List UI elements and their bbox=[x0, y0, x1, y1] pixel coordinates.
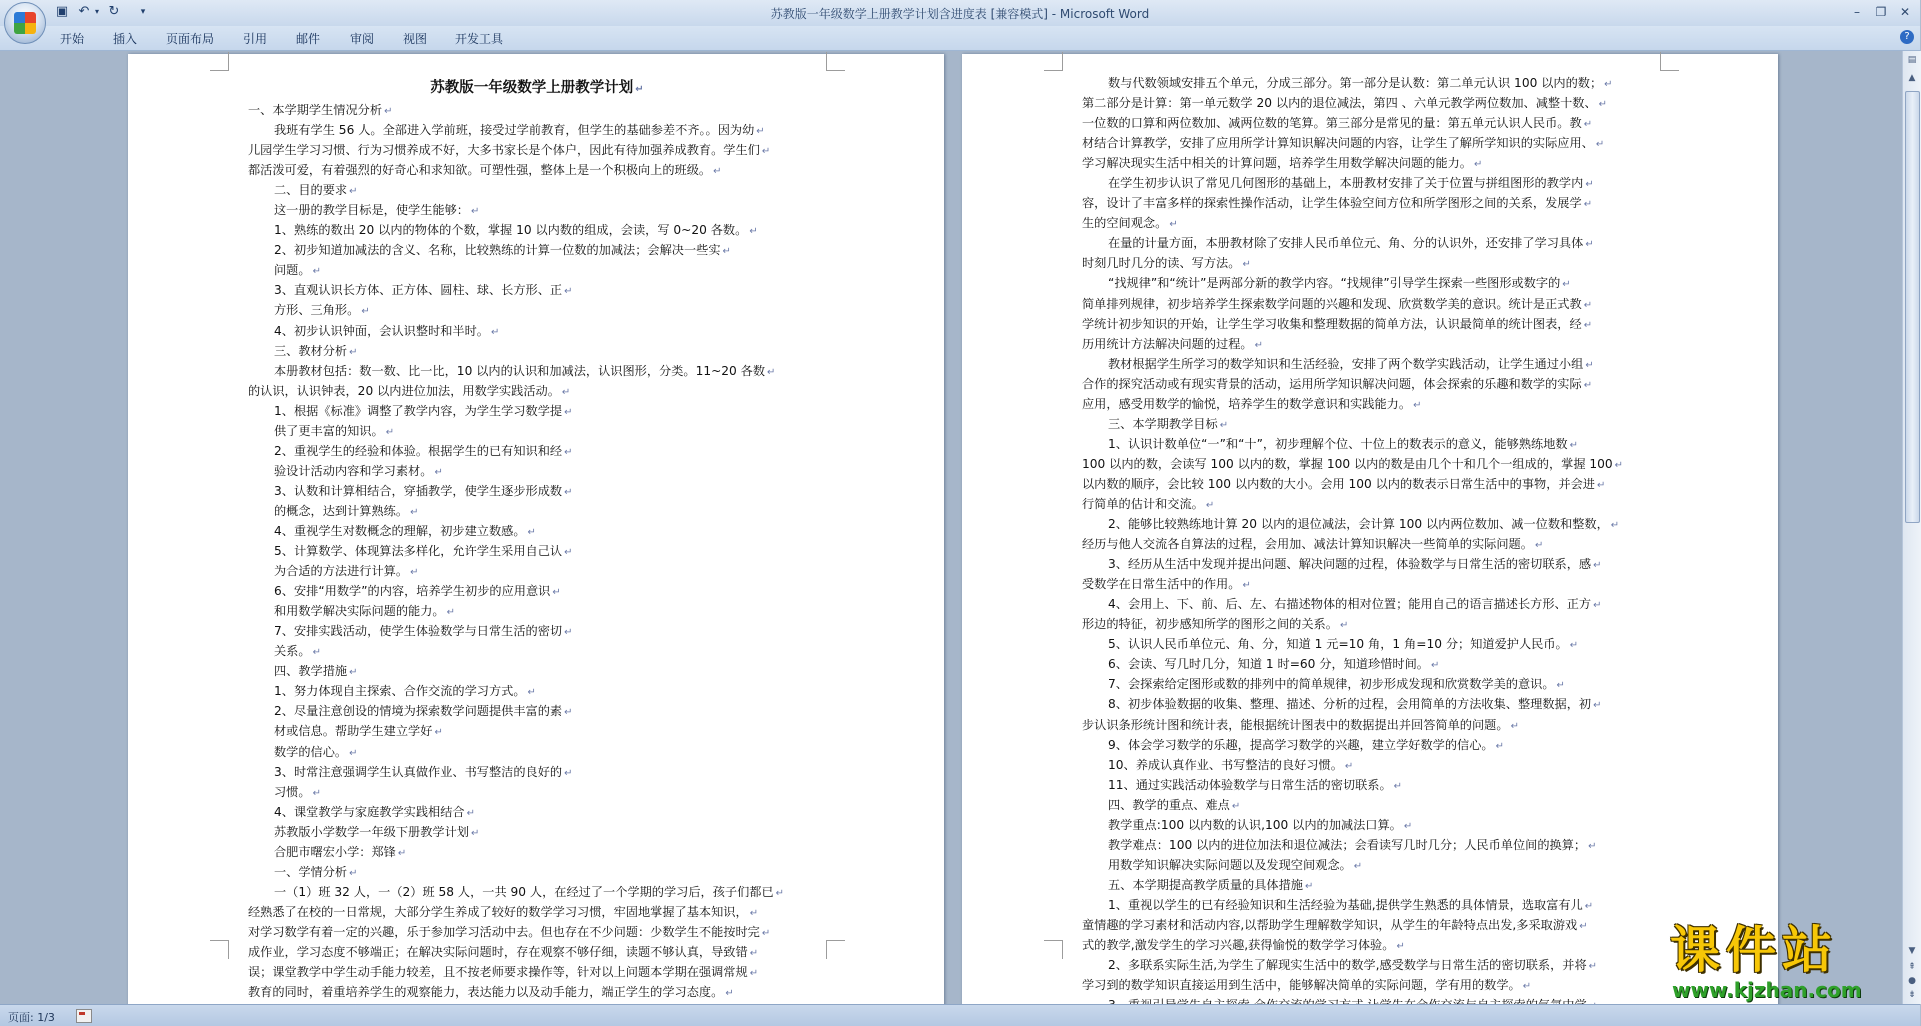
paragraph-line[interactable]: 误；课堂教学中学生动手能力较差，且不按老师要求操作等，针对以上问题本学期在强调常规 ↵ bbox=[248, 965, 759, 980]
paragraph-mark-icon: ↵ bbox=[564, 286, 573, 298]
paragraph-mark-icon: ↵ bbox=[564, 446, 573, 458]
office-button[interactable] bbox=[4, 2, 46, 44]
page-2[interactable] bbox=[962, 54, 1778, 1014]
paragraph-line[interactable]: 和用数学解决实际问题的能力。 ↵ bbox=[274, 604, 456, 619]
paragraph-line[interactable]: 用数学知识解决实际问题以及发现空间观念。 ↵ bbox=[1108, 857, 1363, 872]
watermark-logo bbox=[1666, 922, 1902, 1008]
paragraph-line[interactable]: 一、学情分析 ↵ bbox=[274, 864, 358, 879]
paragraph-mark-icon: ↵ bbox=[1474, 159, 1483, 171]
customize-qat-icon[interactable]: ▾ bbox=[140, 7, 146, 17]
paragraph-mark-icon: ↵ bbox=[749, 226, 758, 238]
paragraph-line[interactable]: 教学难点：100 以内的进位加法和退位减法；会看读写几时几分；人民币单位间的换算； ↵ bbox=[1108, 837, 1597, 852]
vertical-scrollbar[interactable] bbox=[1902, 51, 1921, 1004]
scroll-thumb[interactable] bbox=[1905, 91, 1920, 523]
crop-mark bbox=[1044, 940, 1063, 959]
paragraph-mark-icon: ↵ bbox=[527, 687, 536, 699]
paragraph-mark-icon: ↵ bbox=[1254, 339, 1264, 351]
paragraph-mark-icon: ↵ bbox=[1583, 319, 1593, 331]
paragraph-mark-icon: ↵ bbox=[1231, 800, 1241, 812]
paragraph-mark-icon: ↵ bbox=[749, 907, 759, 919]
paragraph-line[interactable]: 3、时常注意强调学生认真做作业、书写整洁的良好的 ↵ bbox=[274, 764, 573, 779]
paragraph-mark-icon: ↵ bbox=[564, 707, 573, 719]
paragraph-line[interactable]: 行简单的估计和交流。 ↵ bbox=[1082, 496, 1215, 511]
paragraph-mark-icon: ↵ bbox=[1596, 479, 1606, 491]
close-button[interactable]: ✕ bbox=[1899, 5, 1911, 19]
page-1[interactable] bbox=[128, 54, 944, 1014]
paragraph-line[interactable]: 5、认识人民币单位元、角、分，知道 1 元=10 角，1 角=10 分；知道爱护人民币。 ↵ bbox=[1108, 637, 1579, 652]
crop-mark bbox=[210, 940, 229, 959]
paragraph-mark-icon: ↵ bbox=[1556, 680, 1565, 692]
paragraph-mark-icon: ↵ bbox=[1614, 459, 1624, 471]
paragraph-mark-icon: ↵ bbox=[564, 547, 573, 559]
save-icon[interactable]: ▣ bbox=[55, 4, 69, 19]
paragraph-mark-icon: ↵ bbox=[761, 146, 771, 158]
crop-mark bbox=[1660, 52, 1679, 71]
paragraph-mark-icon: ↵ bbox=[749, 968, 759, 980]
paragraph-mark-icon: ↵ bbox=[1583, 199, 1593, 211]
paragraph-line[interactable]: 教学重点:100 以内数的认识,100 以内的加减法口算。 ↵ bbox=[1108, 817, 1413, 832]
paragraph-mark-icon: ↵ bbox=[1495, 740, 1504, 752]
paragraph-line[interactable]: 2、初步知道加减法的含义、名称，比较熟练的计算一位数的加减法；会解决一些实 ↵ bbox=[274, 243, 731, 258]
paragraph-mark-icon: ↵ bbox=[434, 466, 443, 478]
paragraph-mark-icon: ↵ bbox=[1510, 720, 1519, 732]
page-1-text[interactable] bbox=[248, 76, 826, 1023]
redo-icon[interactable]: ↻ bbox=[108, 4, 120, 19]
paragraph-line[interactable]: 4、课堂教学与家庭教学实践相结合 ↵ bbox=[274, 804, 475, 819]
paragraph-line[interactable]: 五、本学期提高教学质量的具体措施 ↵ bbox=[1108, 877, 1314, 892]
previous-page-icon[interactable]: ⇞ bbox=[1908, 962, 1916, 972]
minimize-button[interactable]: – bbox=[1854, 5, 1860, 19]
page-indicator[interactable]: 页面: 1/3 bbox=[8, 1011, 55, 1024]
crop-mark bbox=[210, 52, 229, 71]
paragraph-line[interactable]: 材结合计算教学，安排了应用所学计算知识解决问题的内容，让学生了解所学知识的实际应用、 ↵ bbox=[1082, 136, 1605, 151]
paragraph-line[interactable]: 学习解决现实生活中相关的计算问题，培养学生用数学解决问题的能力。 ↵ bbox=[1082, 156, 1483, 171]
paragraph-line[interactable]: 2、能够比较熟练地计算 20 以内的退位减法，会计算 100 以内两位数加、减一位数和整数， ↵ bbox=[1108, 517, 1620, 532]
paragraph-mark-icon: ↵ bbox=[385, 426, 395, 438]
paragraph-line[interactable]: 三、教材分析 ↵ bbox=[274, 343, 358, 358]
undo-dropdown-icon[interactable]: ▾ bbox=[94, 7, 99, 16]
paragraph-line[interactable]: 3、认数和计算相结合，穿插教学，使学生逐步形成数 ↵ bbox=[274, 483, 573, 498]
paragraph-mark-icon: ↵ bbox=[552, 587, 561, 599]
paragraph-line[interactable]: 数学的信心。 ↵ bbox=[274, 744, 358, 759]
paragraph-mark-icon: ↵ bbox=[635, 84, 644, 95]
paragraph-line[interactable]: 10、养成认真作业、书写整洁的良好习惯。 ↵ bbox=[1108, 757, 1354, 772]
paragraph-line[interactable]: 2、尽量注意创设的情境为探索数学问题提供丰富的素 ↵ bbox=[274, 704, 573, 719]
paragraph-mark-icon: ↵ bbox=[349, 346, 358, 358]
paragraph-mark-icon: ↵ bbox=[1604, 79, 1613, 90]
paragraph-line[interactable]: 的概念，达到计算熟练。 ↵ bbox=[274, 503, 419, 518]
ribbon-tabs bbox=[0, 26, 1920, 51]
paragraph-line[interactable]: 教材根据学生所学习的数学知识和生活经验，安排了两个数学实践活动，让学生通过小组 ↵ bbox=[1108, 356, 1594, 371]
paragraph-mark-icon: ↵ bbox=[1569, 439, 1578, 451]
paragraph-line[interactable]: 苏教版小学数学一年级下册教学计划 ↵ bbox=[274, 824, 480, 839]
paragraph-line[interactable]: 7、安排实践活动，使学生体验数学与日常生活的密切 ↵ bbox=[274, 624, 573, 639]
paragraph-mark-icon: ↵ bbox=[1583, 379, 1593, 391]
paragraph-mark-icon: ↵ bbox=[1583, 299, 1593, 311]
paragraph-mark-icon: ↵ bbox=[1588, 961, 1598, 973]
title-bar bbox=[0, 0, 1920, 27]
window-title: 苏教版一年级数学上册教学计划含进度表 [兼容模式] - Microsoft Word bbox=[770, 7, 1150, 21]
paragraph-mark-icon: ↵ bbox=[1242, 259, 1251, 271]
next-page-icon[interactable]: ⇟ bbox=[1908, 990, 1916, 1000]
paragraph-mark-icon: ↵ bbox=[1205, 499, 1215, 511]
paragraph-mark-icon: ↵ bbox=[564, 486, 573, 498]
browse-object-icon[interactable]: ● bbox=[1908, 976, 1916, 986]
paragraph-line[interactable]: 2、重视学生的经验和体验。根据学生的已有知识和经 ↵ bbox=[274, 443, 573, 458]
paragraph-line[interactable]: 经熟悉了在校的一日常规，大部分学生养成了较好的数学学习习惯，牢固地掌握了基本知识， ↵ bbox=[248, 904, 759, 919]
paragraph-mark-icon: ↵ bbox=[349, 186, 358, 198]
crop-mark bbox=[826, 940, 845, 959]
tab-home[interactable]: 开始 bbox=[60, 32, 85, 46]
paragraph-line[interactable]: 二、目的要求 ↵ bbox=[274, 183, 358, 198]
paragraph-line[interactable]: 都活泼可爱，有着强烈的好奇心和求知欲。可塑性强，整体上是一个积极向上的班级。 ↵ bbox=[248, 163, 722, 178]
paragraph-mark-icon: ↵ bbox=[1585, 239, 1594, 251]
paragraph-line[interactable]: 对学习数学有着一定的兴趣，乐于参加学习活动中去。但也存在不少问题：少数学生不能按时完 ↵ bbox=[248, 924, 771, 939]
paragraph-mark-icon: ↵ bbox=[312, 787, 321, 799]
paragraph-mark-icon: ↵ bbox=[713, 166, 722, 178]
paragraph-mark-icon: ↵ bbox=[1353, 860, 1363, 872]
paragraph-line[interactable]: 童情趣的学习素材和活动内容,以帮助学生理解数学知识，从学生的年龄特点出发,多采取游戏 ↵ bbox=[1082, 917, 1588, 932]
paragraph-mark-icon: ↵ bbox=[1585, 359, 1594, 371]
tab-mailings[interactable]: 邮件 bbox=[296, 32, 321, 46]
paragraph-line[interactable]: 1、努力体现自主探索、合作交流的学习方式。 ↵ bbox=[274, 684, 536, 699]
paragraph-mark-icon: ↵ bbox=[1595, 139, 1605, 151]
paragraph-line[interactable]: “找规律”和“统计”是两部分新的教学内容。“找规律”引导学生探索一些图形或数字的 ↵ bbox=[1108, 276, 1571, 291]
proofing-status-icon[interactable] bbox=[76, 1009, 92, 1023]
paragraph-line[interactable]: 容，设计了丰富多样的探索性操作活动，让学生体验空间方位和所学图形之间的关系，发展学 ↵ bbox=[1082, 196, 1593, 211]
paragraph-mark-icon: ↵ bbox=[1339, 620, 1349, 632]
paragraph-mark-icon: ↵ bbox=[1393, 780, 1403, 792]
document-title[interactable]: 苏教版一年级数学上册教学计划 ↵ bbox=[430, 80, 644, 96]
paragraph-mark-icon: ↵ bbox=[397, 847, 407, 859]
paragraph-line[interactable]: 1、重视以学生的已有经验知识和生活经验为基础,提供学生熟悉的具体情景，选取富有儿 ↵ bbox=[1108, 897, 1594, 912]
paragraph-mark-icon: ↵ bbox=[1569, 640, 1579, 652]
paragraph-line[interactable]: 供了更丰富的知识。 ↵ bbox=[274, 423, 395, 438]
paragraph-mark-icon: ↵ bbox=[1610, 520, 1620, 532]
paragraph-line[interactable]: 3、直观认识长方体、正方体、圆柱、球、长方形、正 ↵ bbox=[274, 283, 573, 298]
paragraph-line[interactable]: 四、教学的重点、难点 ↵ bbox=[1108, 797, 1241, 812]
paragraph-line[interactable]: 教育的同时，着重培养学生的观察能力，表达能力以及动手能力，端正学生的学习态度。 ↵ bbox=[248, 985, 734, 1000]
paragraph-line[interactable]: 11、通过实践活动体验数学与日常生活的密切联系。 ↵ bbox=[1108, 777, 1403, 792]
undo-icon[interactable]: ↶ bbox=[78, 4, 90, 19]
paragraph-mark-icon: ↵ bbox=[564, 627, 573, 639]
tab-view[interactable]: 视图 bbox=[403, 32, 428, 46]
watermark-url: www.kjzhan.com bbox=[1672, 978, 1862, 1002]
paragraph-line[interactable]: 关系。 ↵ bbox=[274, 644, 321, 659]
paragraph-line[interactable]: 步认识条形统计图和统计表，能根据统计图表中的数据提出并回答简单的问题。 ↵ bbox=[1082, 717, 1519, 732]
paragraph-line[interactable]: 生的空间观念。 ↵ bbox=[1082, 216, 1178, 231]
paragraph-mark-icon: ↵ bbox=[1169, 219, 1178, 231]
paragraph-mark-icon: ↵ bbox=[1242, 580, 1251, 592]
paragraph-line[interactable]: 这一册的教学目标是，使学生能够： ↵ bbox=[274, 203, 480, 218]
crop-mark bbox=[826, 52, 845, 71]
crop-mark bbox=[1044, 52, 1063, 71]
paragraph-line[interactable]: 应用，感受用数学的愉悦，培养学生的数学意识和实践能力。 ↵ bbox=[1082, 396, 1422, 411]
paragraph-line[interactable]: 形边的特征，初步感知所学的图形之间的关系。 ↵ bbox=[1082, 617, 1349, 632]
tab-insert[interactable]: 插入 bbox=[113, 32, 138, 46]
status-bar bbox=[0, 1004, 1920, 1026]
help-icon[interactable]: ? bbox=[1900, 30, 1914, 44]
paragraph-mark-icon: ↵ bbox=[527, 526, 536, 538]
paragraph-line[interactable]: 一、本学期学生情况分析 ↵ bbox=[248, 103, 393, 117]
paragraph-mark-icon: ↵ bbox=[1430, 660, 1440, 672]
paragraph-line[interactable]: 的认识，认识钟表，20 以内进位加法，用数学实践活动。 ↵ bbox=[248, 383, 571, 398]
paragraph-line[interactable]: 1、熟练的数出 20 以内的物体的个数，掌握 10 以内数的组成，会读，写 0~20 各数。 ↵ bbox=[274, 223, 758, 238]
paragraph-mark-icon: ↵ bbox=[349, 667, 358, 679]
paragraph-line[interactable]: 式的教学,激发学生的学习兴趣,获得愉悦的数学学习体验。 ↵ bbox=[1082, 938, 1405, 953]
paragraph-line[interactable]: 6、安排“用数学”的内容，培养学生初步的应用意识 ↵ bbox=[274, 584, 561, 599]
paragraph-mark-icon: ↵ bbox=[471, 206, 480, 218]
paragraph-mark-icon: ↵ bbox=[1579, 920, 1588, 932]
paragraph-mark-icon: ↵ bbox=[1598, 99, 1608, 111]
paragraph-mark-icon: ↵ bbox=[1584, 900, 1594, 912]
paragraph-mark-icon: ↵ bbox=[725, 988, 734, 1000]
paragraph-mark-icon: ↵ bbox=[446, 607, 456, 619]
tab-developer[interactable]: 开发工具 bbox=[455, 32, 504, 46]
paragraph-line[interactable]: 数与代数领域安排五个单元，分成三部分。第一部分是认数：第二单元认识 100 以内的数； ↵ bbox=[1108, 76, 1613, 90]
paragraph-line[interactable]: 方形、三角形。 ↵ bbox=[274, 303, 370, 318]
paragraph-line[interactable]: 合肥市曙宏小学：郑锋 ↵ bbox=[274, 844, 407, 859]
paragraph-mark-icon: ↵ bbox=[761, 927, 771, 939]
paragraph-mark-icon: ↵ bbox=[722, 246, 731, 258]
restore-button[interactable]: ❐ bbox=[1875, 5, 1887, 19]
paragraph-mark-icon: ↵ bbox=[1344, 760, 1354, 772]
paragraph-line[interactable]: 历用统计方法解决问题的过程。 ↵ bbox=[1082, 336, 1264, 351]
paragraph-mark-icon: ↵ bbox=[756, 126, 765, 138]
paragraph-mark-icon: ↵ bbox=[1562, 279, 1571, 291]
paragraph-mark-icon: ↵ bbox=[767, 366, 776, 378]
paragraph-line[interactable]: 学统计初步知识的开始，让学生学习收集和整理数据的简单方法，认识最简单的统计图表，经 ↵ bbox=[1082, 316, 1593, 331]
page-2-text[interactable] bbox=[1082, 74, 1660, 1016]
tab-references[interactable]: 引用 bbox=[243, 32, 268, 46]
paragraph-mark-icon: ↵ bbox=[1593, 600, 1602, 612]
paragraph-mark-icon: ↵ bbox=[1593, 560, 1602, 572]
watermark-main-text: 课件站 bbox=[1670, 921, 1838, 979]
paragraph-line[interactable]: 问题。 ↵ bbox=[274, 263, 321, 278]
paragraph-line[interactable]: 5、计算数学、体现算法多样化，允许学生采用自己认 ↵ bbox=[274, 544, 573, 559]
paragraph-line[interactable]: 学习到的数学知识直接运用到生活中，能够解决简单的实际问题，学有用的数学。 ↵ bbox=[1082, 978, 1532, 993]
paragraph-line[interactable]: 一（1）班 32 人，一（2）班 58 人，一共 90 人，在经过了一个学期的学习后，孩子们都已 ↵ bbox=[274, 884, 785, 899]
paragraph-mark-icon: ↵ bbox=[1593, 700, 1602, 712]
paragraph-mark-icon: ↵ bbox=[490, 326, 500, 338]
scroll-down-icon[interactable]: ▼ bbox=[1908, 946, 1916, 956]
paragraph-line[interactable]: 验设计活动内容和学习素材。 ↵ bbox=[274, 463, 443, 478]
paragraph-line[interactable]: 4、重视学生对数概念的理解，初步建立数感。 ↵ bbox=[274, 523, 536, 538]
paragraph-mark-icon: ↵ bbox=[1403, 820, 1413, 832]
paragraph-line[interactable]: 经历与他人交流各自算法的过程，会用加、减法计算知识解决一些简单的实际问题。 ↵ bbox=[1082, 537, 1544, 552]
tab-page-layout[interactable]: 页面布局 bbox=[166, 32, 215, 46]
paragraph-mark-icon: ↵ bbox=[564, 767, 573, 779]
paragraph-line[interactable]: 3、经历从生活中发现并提出问题、解决问题的过程，体验数学与日常生活的密切联系，感 ↵ bbox=[1108, 557, 1602, 572]
paragraph-mark-icon: ↵ bbox=[349, 867, 358, 879]
paragraph-line[interactable]: 四、教学措施 ↵ bbox=[274, 664, 358, 679]
paragraph-line[interactable]: 第二部分是计算：第一单元数学 20 以内的退位减法，第四 、六单元教学两位数加、减整十数、 ↵ bbox=[1082, 96, 1608, 111]
paragraph-line[interactable]: 合作的探究活动或有现实背景的活动，运用所学知识解决问题，体会探索的乐趣和数学的实际 ↵ bbox=[1082, 376, 1593, 391]
paragraph-line[interactable]: 受数学在日常生活中的作用。 ↵ bbox=[1082, 577, 1251, 592]
paragraph-line[interactable]: 在量的计量方面，本册教材除了安排人民币单位元、角、分的认识外，还安排了学习具体 ↵ bbox=[1108, 236, 1594, 251]
paragraph-line[interactable]: 成作业，学习态度不够端正；在解决实际问题时，存在观察不够仔细，读题不够认真，导致错 ↵ bbox=[248, 944, 759, 959]
paragraph-mark-icon: ↵ bbox=[466, 807, 475, 819]
scroll-up-icon[interactable]: ▲ bbox=[1908, 73, 1916, 83]
document-area[interactable] bbox=[0, 51, 1902, 1004]
paragraph-mark-icon: ↵ bbox=[1585, 179, 1594, 191]
paragraph-mark-icon: ↵ bbox=[471, 827, 480, 839]
paragraph-mark-icon: ↵ bbox=[312, 647, 321, 659]
paragraph-mark-icon: ↵ bbox=[1219, 419, 1229, 431]
paragraph-mark-icon: ↵ bbox=[434, 727, 443, 739]
paragraph-mark-icon: ↵ bbox=[775, 887, 785, 899]
paragraph-line[interactable]: 1、根据《标准》调整了教学内容，为学生学习数学提 ↵ bbox=[274, 403, 573, 418]
paragraph-mark-icon: ↵ bbox=[349, 747, 358, 759]
paragraph-line[interactable]: 我班有学生 56 人。全部进入学前班，接受过学前教育，但学生的基础参差不齐。。因为幼 ↵ bbox=[274, 123, 765, 138]
paragraph-line[interactable]: 材或信息。帮助学生建立学好 ↵ bbox=[274, 724, 443, 739]
paragraph-line[interactable]: 4、初步认识钟面，会认识整时和半时。 ↵ bbox=[274, 323, 500, 338]
paragraph-mark-icon: ↵ bbox=[1413, 399, 1422, 411]
paragraph-line[interactable]: 8、初步体验数据的收集、整理、描述、分析的过程，会用简单的方法收集、整理数据，初 ↵ bbox=[1108, 697, 1602, 712]
paragraph-line[interactable]: 以内数的顺序，会比较 100 以内数的大小。会用 100 以内的数表示日常生活中的事物，并会进 ↵ bbox=[1082, 476, 1606, 491]
ruler-toggle-icon[interactable]: ▤ bbox=[1907, 55, 1917, 65]
paragraph-mark-icon: ↵ bbox=[384, 106, 393, 117]
paragraph-line[interactable]: 本册教材包括：数一数、比一比，10 以内的认识和加减法，认识图形，分类。11~20 各数 ↵ bbox=[274, 363, 776, 378]
paragraph-line[interactable]: 为合适的方法进行计算。 ↵ bbox=[274, 564, 419, 579]
paragraph-line[interactable]: 4、会用上、下、前、后、左、右描述物体的相对位置；能用自己的语言描述长方形、正方 ↵ bbox=[1108, 597, 1602, 612]
tab-review[interactable]: 审阅 bbox=[350, 32, 375, 46]
paragraph-line[interactable]: 6、会读、写几时几分，知道 1 时=60 分，知道珍惜时间。 ↵ bbox=[1108, 657, 1440, 672]
paragraph-mark-icon: ↵ bbox=[1583, 119, 1593, 131]
paragraph-line[interactable]: 时刻几时几分的读、写方法。 ↵ bbox=[1082, 256, 1251, 271]
paragraph-mark-icon: ↵ bbox=[1522, 981, 1532, 993]
paragraph-line[interactable]: 在学生初步认识了常见几何图形的基础上，本册教材安排了关于位置与拼组图形的教学内 ↵ bbox=[1108, 176, 1594, 191]
paragraph-line[interactable]: 7、会探索给定图形或数的排列中的简单规律，初步形成发现和欣赏数学美的意识。 ↵ bbox=[1108, 677, 1565, 692]
paragraph-line[interactable]: 儿园学生学习习惯、行为习惯养成不好，大多书家长是个体户，因此有待加强养成教育。学生们 ↵ bbox=[248, 143, 771, 158]
paragraph-mark-icon: ↵ bbox=[561, 386, 571, 398]
paragraph-mark-icon: ↵ bbox=[1534, 540, 1544, 552]
paragraph-line[interactable]: 习惯。 ↵ bbox=[274, 784, 321, 799]
office-logo-icon bbox=[14, 12, 36, 34]
paragraph-line[interactable]: 100 以内的数，会读写 100 以内的数，掌握 100 以内的数是由几个十和几个一组成的，掌握 100 ↵ bbox=[1082, 456, 1624, 471]
paragraph-line[interactable]: 简单排列规律，初步培养学生探索数学问题的兴趣和发现、欣赏数学美的意识。统计是正式教 ↵ bbox=[1082, 296, 1593, 311]
paragraph-mark-icon: ↵ bbox=[410, 567, 419, 579]
paragraph-mark-icon: ↵ bbox=[1305, 880, 1314, 892]
paragraph-line[interactable]: 9、体会学习数学的乐趣，提高学习数学的兴趣，建立学好数学的信心。 ↵ bbox=[1108, 737, 1504, 752]
paragraph-mark-icon: ↵ bbox=[1588, 840, 1597, 852]
paragraph-mark-icon: ↵ bbox=[564, 406, 573, 418]
paragraph-mark-icon: ↵ bbox=[312, 266, 321, 278]
paragraph-mark-icon: ↵ bbox=[410, 506, 419, 518]
paragraph-mark-icon: ↵ bbox=[749, 947, 759, 959]
paragraph-mark-icon: ↵ bbox=[361, 306, 370, 318]
paragraph-line[interactable]: 2、多联系实际生活,为学生了解现实生活中的数学,感受数学与日常生活的密切联系，并将 ↵ bbox=[1108, 958, 1598, 973]
paragraph-line[interactable]: 1、认识计数单位“一”和“十”，初步理解个位、十位上的数表示的意义，能够熟练地数 ↵ bbox=[1108, 436, 1578, 451]
paragraph-line[interactable]: 一位数的口算和两位数加、减两位数的笔算。第三部分是常见的量：第五单元认识人民币。教 ↵ bbox=[1082, 116, 1593, 131]
paragraph-line[interactable]: 三、本学期教学目标 ↵ bbox=[1108, 416, 1229, 431]
paragraph-mark-icon: ↵ bbox=[1396, 941, 1405, 953]
